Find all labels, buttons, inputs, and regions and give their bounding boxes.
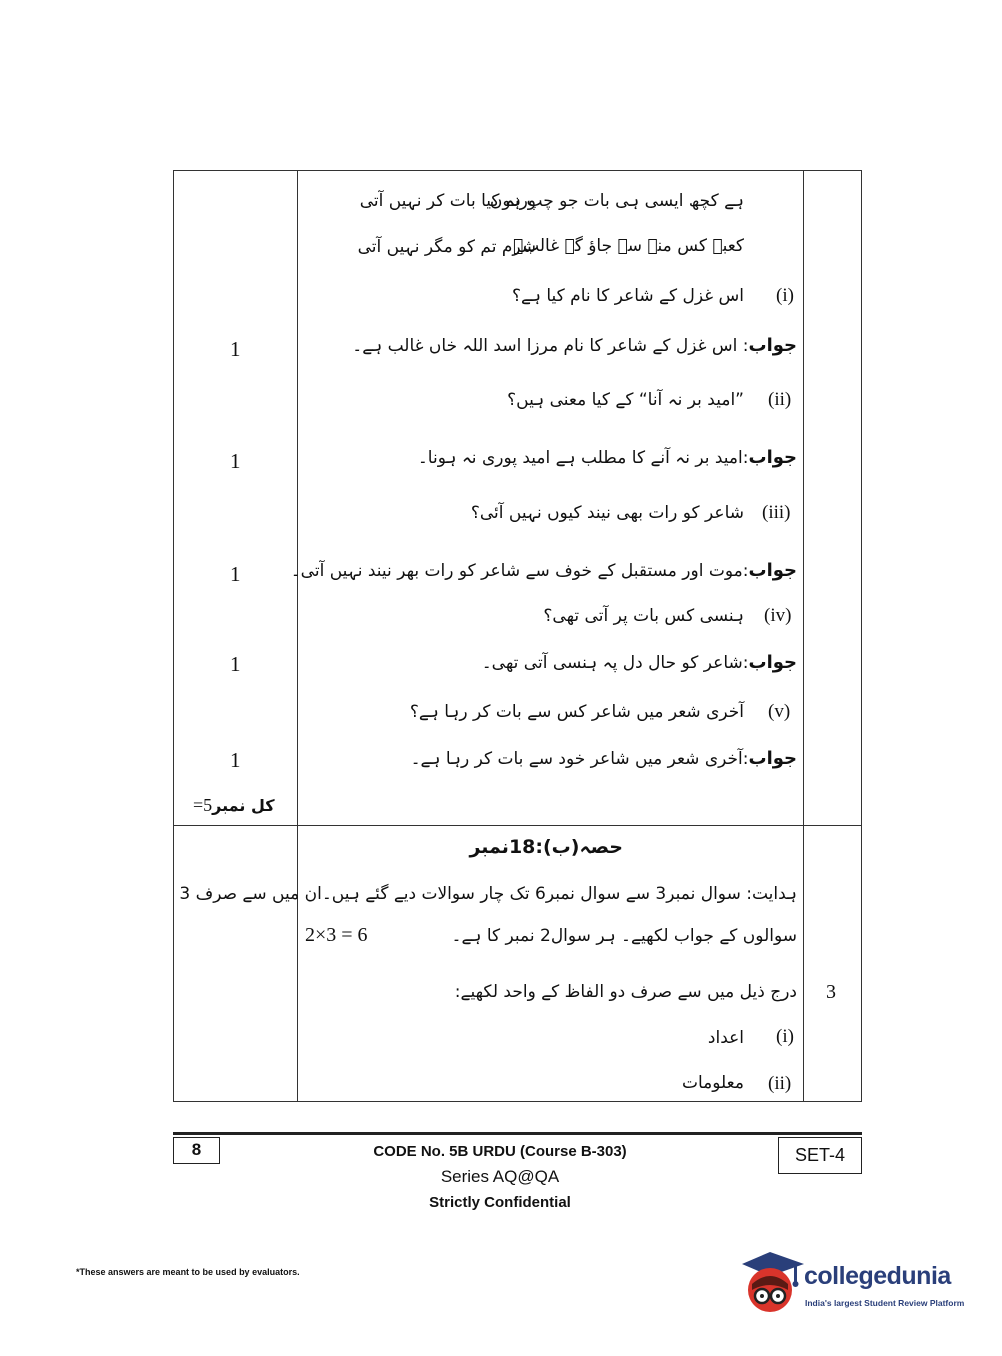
answer-label: جواب bbox=[748, 335, 797, 356]
poem-line2-left: شرم تم کو مگر نہیں آتی bbox=[357, 237, 536, 257]
mark-ii: 1 bbox=[230, 449, 241, 473]
q3-item-ii-number: (ii) bbox=[768, 1073, 792, 1094]
question-iv-number: (iv) bbox=[764, 605, 792, 626]
column-divider-qno bbox=[803, 171, 804, 1101]
total-marks bbox=[193, 795, 275, 816]
q3-item-i-word: اعداد bbox=[707, 1028, 744, 1048]
answer-text: :آخری شعر میں شاعر خود سے بات کر رہا ہے۔ bbox=[410, 749, 749, 769]
answer-ii bbox=[418, 447, 797, 468]
mark-iii: 1 bbox=[230, 562, 241, 586]
section-b-instruction-1: ہدایت: سوال نمبر3 سے سوال نمبر6 تک چار سوالات دیے گئے ہیں۔ان میں سے صرف 3 bbox=[179, 884, 797, 904]
logo-wordmark: collegedunia bbox=[804, 1262, 951, 1290]
q3-item-ii-word: معلومات bbox=[681, 1073, 744, 1093]
section-b-instruction-2: سوالوں کے جواب لکھیے۔ ہر سوال2 نمبر کا ہے۔ bbox=[451, 926, 797, 946]
section-b-heading: حصہ(ب):18نمبر bbox=[469, 836, 623, 858]
question-ii-number: (ii) bbox=[768, 389, 792, 410]
question-iii-text: شاعر کو رات بھی نیند کیوں نہیں آئی؟ bbox=[470, 503, 744, 523]
poem-line1-right: ہے کچھ ایسی ہی بات جو چپ ہوں bbox=[489, 191, 744, 211]
question-3-text: درج ذیل میں سے صرف دو الفاظ کے واحد لکھیے: bbox=[454, 982, 797, 1002]
question-iii-number: (iii) bbox=[762, 502, 791, 523]
answer-label: جواب bbox=[748, 652, 797, 673]
answer-v bbox=[411, 748, 797, 769]
mark-i: 1 bbox=[230, 337, 241, 361]
footer-rule bbox=[173, 1132, 862, 1135]
poem-line1-left: ورنہ کیا بات کر نہیں آتی bbox=[359, 191, 536, 211]
answer-i bbox=[352, 335, 797, 356]
question-v-text: آخری شعر میں شاعر کس سے بات کر رہا ہے؟ bbox=[409, 702, 744, 722]
poem-line2-right: کعبے کس منہ سے جاؤ گے غالبؔ bbox=[512, 236, 744, 256]
answer-label: جواب bbox=[748, 447, 797, 468]
total-marks-value: =5 bbox=[193, 795, 213, 815]
question-iv-text: ہنسی کس بات پر آتی تھی؟ bbox=[543, 606, 744, 626]
question-i-text: اس غزل کے شاعر کا نام کیا ہے؟ bbox=[512, 286, 744, 306]
collegedunia-logo-icon bbox=[740, 1250, 806, 1320]
column-divider-marks bbox=[297, 171, 298, 1101]
answer-table bbox=[173, 170, 862, 1102]
series: Series AQ@QA bbox=[440, 1167, 560, 1186]
evaluator-note: *These answers are meant to be used by evaluators. bbox=[76, 1267, 300, 1277]
mark-v: 1 bbox=[230, 748, 241, 772]
q3-item-i-number: (i) bbox=[776, 1026, 794, 1047]
logo-tagline: India's largest Student Review Platform bbox=[805, 1298, 965, 1308]
question-3-number: 3 bbox=[826, 981, 836, 1003]
answer-text: : اس غزل کے شاعر کا نام مرزا اسد اللہ خاں غالب ہے۔ bbox=[352, 336, 749, 356]
total-marks-label: کل نمبر bbox=[212, 796, 275, 815]
answer-label: جواب bbox=[748, 748, 797, 769]
answer-label: جواب bbox=[748, 560, 797, 581]
marks-formula: 2×3 = 6 bbox=[305, 924, 368, 946]
set-label: SET-4 bbox=[778, 1137, 862, 1174]
question-ii-text: ”امید بر نہ آنا“ کے کیا معنی ہیں؟ bbox=[507, 390, 744, 410]
answer-text: :امید بر نہ آنے کا مطلب ہے امید پوری نہ ہونا۔ bbox=[417, 448, 749, 468]
mark-iv: 1 bbox=[230, 652, 241, 676]
confidential-label: Strictly Confidential bbox=[429, 1194, 571, 1211]
question-i-number: (i) bbox=[776, 285, 794, 306]
row-divider bbox=[174, 825, 861, 826]
page-number: 8 bbox=[173, 1137, 220, 1164]
answer-text: :موت اور مستقبل کے خوف سے شاعر کو رات بھر نیند نہیں آتی۔ bbox=[290, 561, 749, 581]
question-v-number: (v) bbox=[768, 701, 791, 722]
exam-code: CODE No. 5B URDU (Course B-303) bbox=[373, 1143, 627, 1160]
answer-iv bbox=[482, 652, 797, 673]
answer-text: :شاعر کو حال دل پہ ہنسی آتی تھی۔ bbox=[481, 653, 749, 673]
answer-iii bbox=[291, 560, 797, 581]
